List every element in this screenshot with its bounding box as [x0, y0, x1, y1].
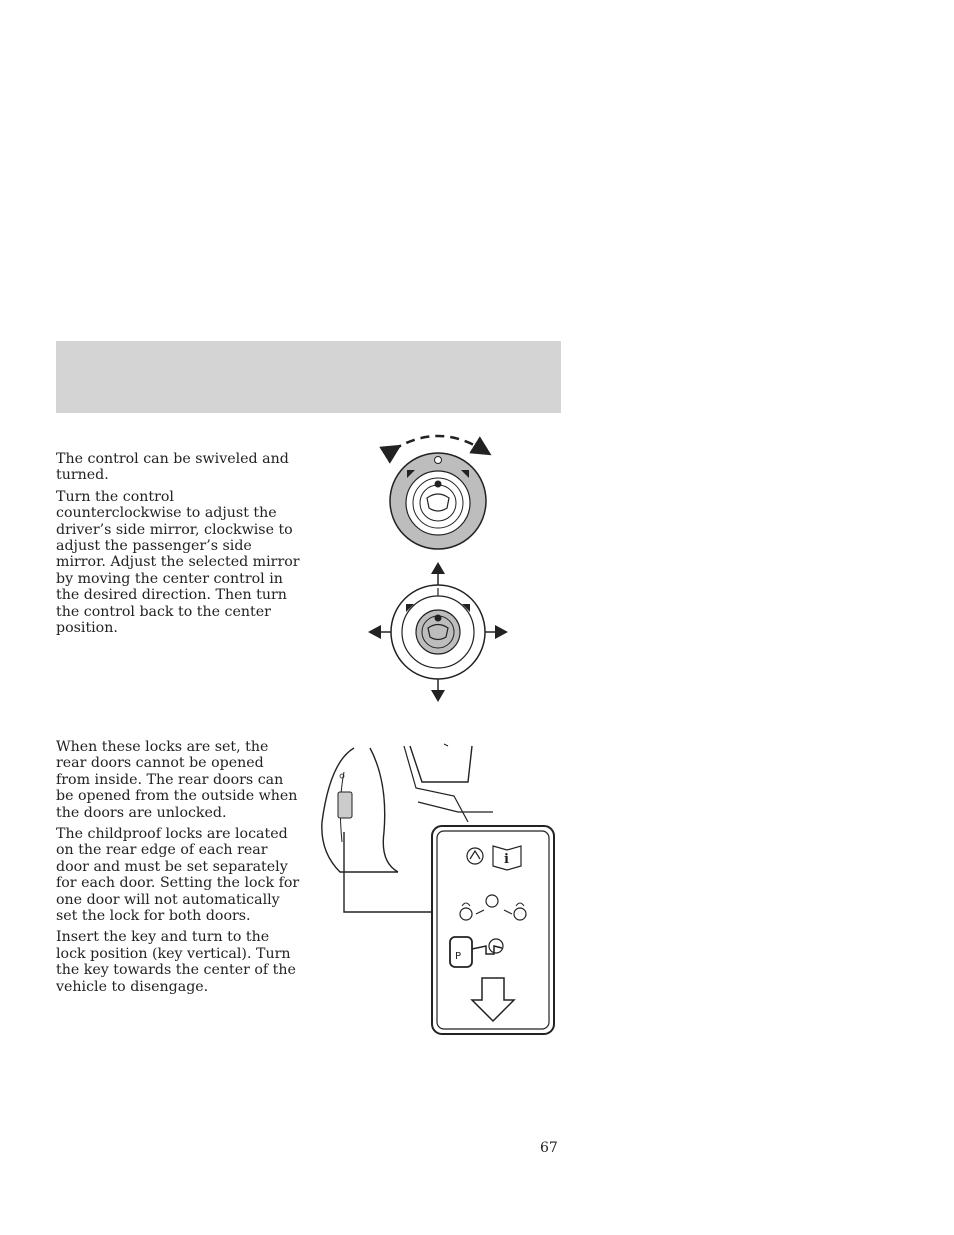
mirror-control-icon: [355, 428, 525, 708]
paragraph: The childproof locks are located on the rear edge of each rear door and must be set separately for each door. Setting the lock for one door will not automatically set the lock for both doors.: [56, 826, 300, 925]
mirror-control-illustration: [355, 428, 525, 708]
childproof-lock-icon: [318, 742, 558, 1037]
childproof-lock-text-column: [56, 739, 302, 1000]
mirror-text-column: [56, 451, 302, 641]
section-header-band: [56, 341, 561, 413]
paragraph: The control can be swiveled and turned.: [56, 451, 289, 484]
page-number: 67: [540, 1140, 558, 1156]
paragraph: Insert the key and turn to the lock position (key vertical). Turn the key towards the center of the vehicle to disengage.: [56, 929, 296, 995]
svg-text:P: P: [455, 951, 462, 962]
paragraph: When these locks are set, the rear doors cannot be opened from inside. The rear doors can be opened from the outside when the doors are unlocked.: [56, 739, 298, 821]
childproof-lock-illustration: [318, 742, 558, 1037]
paragraph: Turn the control counterclockwise to adjust the driver’s side mirror, clockwise to adjust the passenger’s side mirror. Adjust the selected mirror by moving the center control in the desired direction. Then turn the control back to the center position.: [56, 488, 300, 637]
svg-text:i: i: [504, 852, 509, 867]
